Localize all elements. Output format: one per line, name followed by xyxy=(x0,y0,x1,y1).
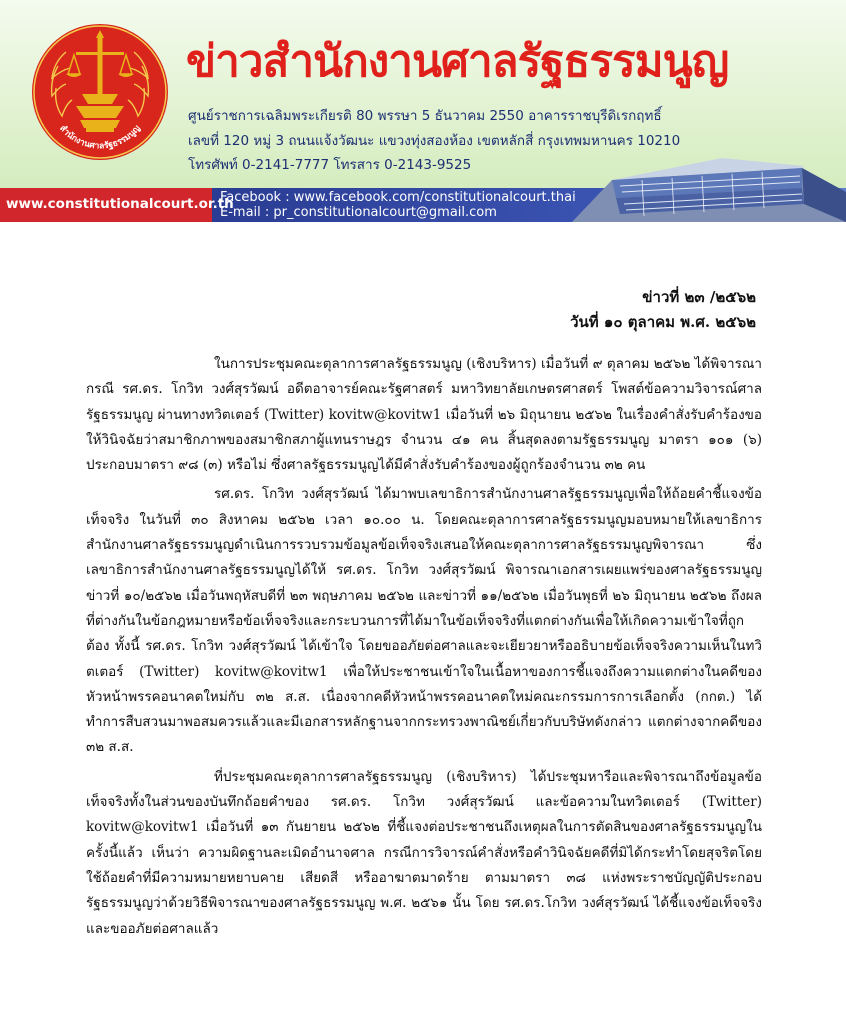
press-release-body xyxy=(86,352,762,942)
website-link[interactable]: www.constitutionalcourt.or.th xyxy=(6,196,234,212)
email-link[interactable]: E-mail : pr_constitutionalcourt@gmail.com xyxy=(220,205,497,220)
phone-fax-line: โทรศัพท์ 0-2141-7777 โทรสาร 0-2143-9525 xyxy=(188,157,472,173)
facebook-link[interactable]: Facebook : www.facebook.com/constitutionalcourt.thai xyxy=(220,190,576,205)
paragraph-2: รศ.ดร. โกวิท วงศ์สุรวัฒน์ ได้มาพบเลขาธิการสำนักงานศาลรัฐธรรมนูญเพื่อให้ถ้อยคำชี้แจงข้อเท็จจริง ในวันที่ ๓๐ สิงหาคม ๒๕๖๒ เวลา ๑๐.๐๐ น. โดยคณะตุลาการศาลรัฐธรรมนูญมอบหมายให้เลขาธิการสำนักงานศาลรัฐธรรมนูญดำเนินการรวบรวมข้อมูลข้อเท็จจริงเสนอให้คณะตุลาการศาลรัฐธรรมนูญพิจารณา ซึ่งเลขาธิการสำนักงานศาลรัฐธรรมนูญได้ให้ รศ.ดร. โกวิท วงศ์สุรวัฒน์ พิจารณาเอกสารเผยแพร่ของศาลรัฐธรรมนูญ ข่าวที่ ๑๐/๒๕๖๒ เมื่อวันพฤหัสบดีที่ ๒๓ พฤษภาคม ๒๕๖๒ และข่าวที่ ๑๑/๒๕๖๒ เมื่อวันพุธที่ ๒๖ มิถุนายน ๒๕๖๒ ถึงผลที่ต่างกันในข้อกฎหมายหรือข้อเท็จจริงและกระบวนการที่ได้มาในข้อเท็จจริงที่แตกต่างกันเพื่อให้เกิดความเข้าใจที่ถูกต้อง ทั้งนี้ รศ.ดร. โกวิท วงศ์สุรวัฒน์ ได้เข้าใจ โดยขออภัยต่อศาลและจะเยียวยาหรืออธิบายข้อเท็จจริงความเห็นในทวิตเตอร์ (Twitter) kovitw@kovitw1 เพื่อให้ประชาชนเข้าใจในเนื้อหาของการชี้แจงถึงความแตกต่างในคดีของหัวหน้าพรรคอนาคตใหม่กับ ๓๒ ส.ส. เนื่องจากคดีหัวหน้าพรรคอนาคตใหม่คณะกรรมการการเลือกตั้ง (กกต.) ได้ทำการสืบสวนมาพอสมควรแล้วและมีเอกสารหลักฐานจากกระทรวงพาณิชย์เกี่ยวกับบริษัทดังกล่าว แตกต่างจากคดีของ ๓๒ ส.ส. xyxy=(86,486,762,756)
court-building-image xyxy=(572,140,846,222)
agency-title: ข่าวสำนักงานศาลรัฐธรรมนูญ xyxy=(186,36,729,87)
address-line-2: เลขที่ 120 หมู่ 3 ถนนแจ้งวัฒนะ แขวงทุ่งสองห้อง เขตหลักสี่ กรุงเทพมหานคร 10210 xyxy=(188,133,681,149)
news-number: ข่าวที่ ๒๓ /๒๕๖๒ xyxy=(642,288,756,306)
paragraph-3: ที่ประชุมคณะตุลาการศาลรัฐธรรมนูญ (เชิงบริหาร) ได้ประชุมหารือและพิจารณาถึงข้อมูลข้อเท็จจริงทั้งในส่วนของบันทึกถ้อยคำของ รศ.ดร. โกวิท วงศ์สุรวัฒน์ และข้อความในทวิตเตอร์ (Twitter) kovitw@kovitw1 เมื่อวันที่ ๑๓ กันยายน ๒๕๖๒ ที่ชี้แจงต่อประชาชนถึงเหตุผลในการตัดสินของศาลรัฐธรรมนูญในครั้งนี้แล้ว เห็นว่า ความผิดฐานละเมิดอำนาจศาล กรณีการวิจารณ์คำสั่งหรือคำวินิจฉัยคดีที่มิได้กระทำโดยสุจริตโดยใช้ถ้อยคำที่มีความหมายหยาบคาย เสียดสี หรืออาฆาตมาดร้าย ตามมาตรา ๓๘ แห่งพระราชบัญญัติประกอบรัฐธรรมนูญว่าด้วยวิธีพิจารณาของศาลรัฐธรรมนูญ พ.ศ. ๒๕๖๑ นั้น โดย รศ.ดร.โกวิท วงศ์สุรวัฒน์ ได้ชี้แจงข้อเท็จจริงและขออภัยต่อศาลแล้ว xyxy=(86,768,762,937)
paragraph-1: ในการประชุมคณะตุลาการศาลรัฐธรรมนูญ (เชิงบริหาร) เมื่อวันที่ ๙ ตุลาคม ๒๕๖๒ ได้พิจารณากรณี รศ.ดร. โกวิท วงศ์สุรวัฒน์ อดีตอาจารย์คณะรัฐศาสตร์ มหาวิทยาลัยเกษตรศาสตร์ โพสต์ข้อความวิจารณ์ศาลรัฐธรรมนูญ ผ่านทางทวิตเตอร์ (Twitter) kovitw@kovitw1 เมื่อวันที่ ๒๖ มิถุนายน ๒๕๖๒ ในเรื่องคำสั่งรับคำร้องขอให้วินิจฉัยว่าสมาชิกภาพของสมาชิกสภาผู้แทนราษฎร จำนวน ๔๑ คน สิ้นสุดลงตามรัฐธรรมนูญ มาตรา ๑๐๑ (๖) ประกอบมาตรา ๙๘ (๓) หรือไม่ ซึ่งศาลรัฐธรรมนูญได้มีคำสั่งรับคำร้องของผู้ถูกร้องจำนวน ๓๒ คน xyxy=(86,356,762,474)
address-line-1: ศูนย์ราชการเฉลิมพระเกียรติ 80 พรรษา 5 ธันวาคม 2550 อาคารราชบุรีดิเรกฤทธิ์ xyxy=(188,108,662,124)
news-date: วันที่ ๑๐ ตุลาคม พ.ศ. ๒๕๖๒ xyxy=(570,313,756,331)
svg-text:สำนักงานศาลรัฐธรรมนูญ: สำนักงานศาลรัฐธรรมนูญ xyxy=(57,123,143,152)
letterhead xyxy=(0,0,846,222)
court-seal-logo xyxy=(30,22,170,162)
